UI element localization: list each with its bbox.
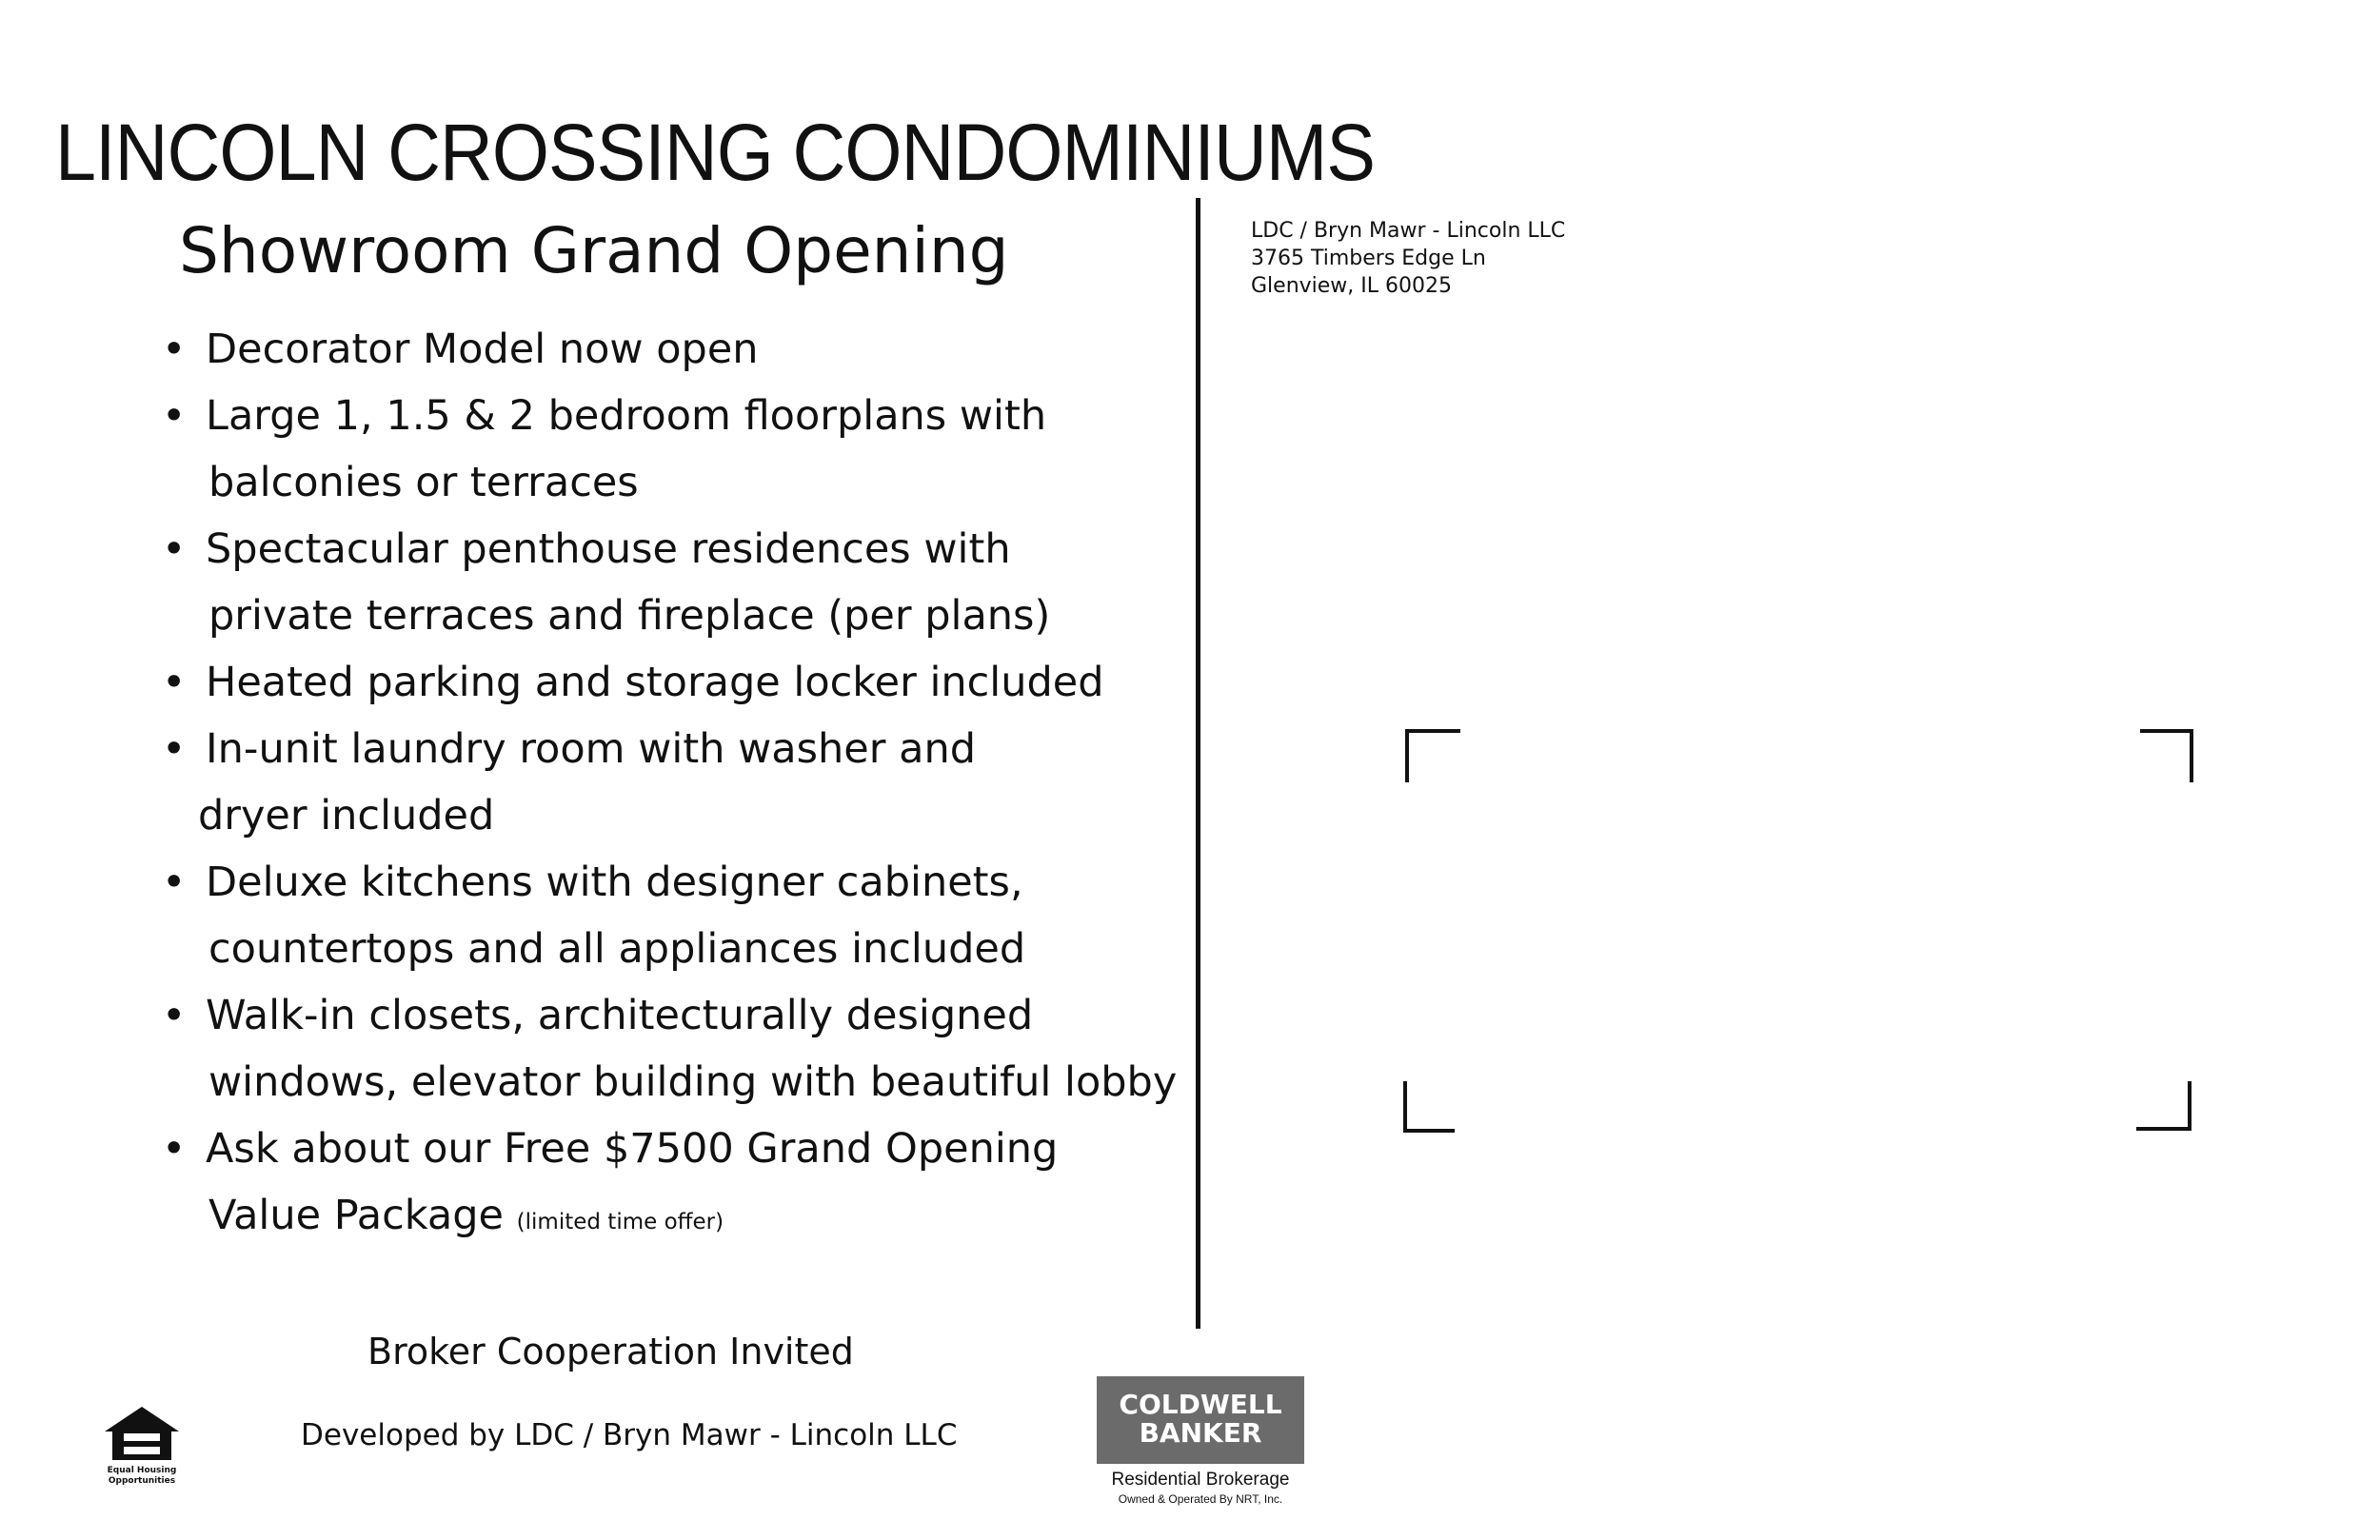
equal-housing-caption: Equal Housing Opportunities: [107, 1466, 177, 1486]
crop-mark-top-left: [1407, 731, 1460, 782]
feature-line: dryer included: [198, 792, 495, 839]
return-address-line: 3765 Timbers Edge Ln: [1251, 247, 1486, 270]
feature-line: windows, elevator building with beautiful lobby: [208, 1058, 1178, 1106]
equal-housing-logo: [103, 1405, 181, 1487]
developer-credit: Developed by LDC / Bryn Mawr - Lincoln LLC: [301, 1418, 958, 1452]
feature-line: Spectacular penthouse residences with: [206, 525, 1011, 573]
bullet-icon: •: [162, 659, 187, 706]
brand-subtitle: Residential Brokerage: [1111, 1470, 1290, 1490]
feature-line: Ask about our Free $7500 Grand Opening: [206, 1125, 1059, 1173]
house-icon: [103, 1405, 181, 1462]
return-address-line: Glenview, IL 60025: [1251, 274, 1453, 298]
offer-note: (limited time offer): [516, 1210, 724, 1234]
feature-line: countertops and all appliances included: [208, 925, 1026, 973]
feature-line: In-unit laundry room with washer and: [206, 725, 977, 773]
feature-line: balconies or terraces: [208, 459, 639, 506]
bullet-icon: •: [162, 859, 187, 906]
crop-mark-bottom-left: [1405, 1081, 1455, 1131]
feature-line: Deluxe kitchens with designer cabinets,: [206, 859, 1023, 906]
bullet-icon: •: [162, 1125, 187, 1173]
page-subtitle: Showroom Grand Opening: [179, 214, 1009, 287]
bullet-icon: •: [162, 326, 187, 373]
coldwell-banker-logo: [1097, 1376, 1304, 1506]
brand-line-1: COLDWELL: [1119, 1389, 1282, 1420]
feature-line: Decorator Model now open: [206, 326, 759, 373]
feature-line-text: Value Package: [208, 1192, 504, 1239]
bullet-icon: •: [162, 392, 187, 440]
broker-cooperation: Broker Cooperation Invited: [367, 1331, 854, 1372]
brand-line-2: BANKER: [1139, 1417, 1262, 1449]
bullet-icon: •: [162, 725, 187, 773]
crop-mark-top-right: [2140, 731, 2192, 782]
bullet-icon: •: [162, 992, 187, 1039]
crop-mark-bottom-right: [2136, 1081, 2190, 1129]
feature-line: Large 1, 1.5 & 2 bedroom floorplans with: [206, 392, 1047, 440]
return-address-line: LDC / Bryn Mawr - Lincoln LLC: [1251, 219, 1566, 243]
feature-line: private terraces and fireplace (per plans): [208, 592, 1051, 640]
brand-badge: [1097, 1376, 1304, 1464]
brand-owner-note: Owned & Operated By NRT, Inc.: [1118, 1492, 1283, 1506]
feature-line: Walk-in closets, architecturally designed: [206, 992, 1034, 1039]
feature-line: Heated parking and storage locker included: [206, 659, 1104, 706]
bullet-icon: •: [162, 525, 187, 573]
page-title: LINCOLN CROSSING CONDOMINIUMS: [55, 108, 1375, 197]
